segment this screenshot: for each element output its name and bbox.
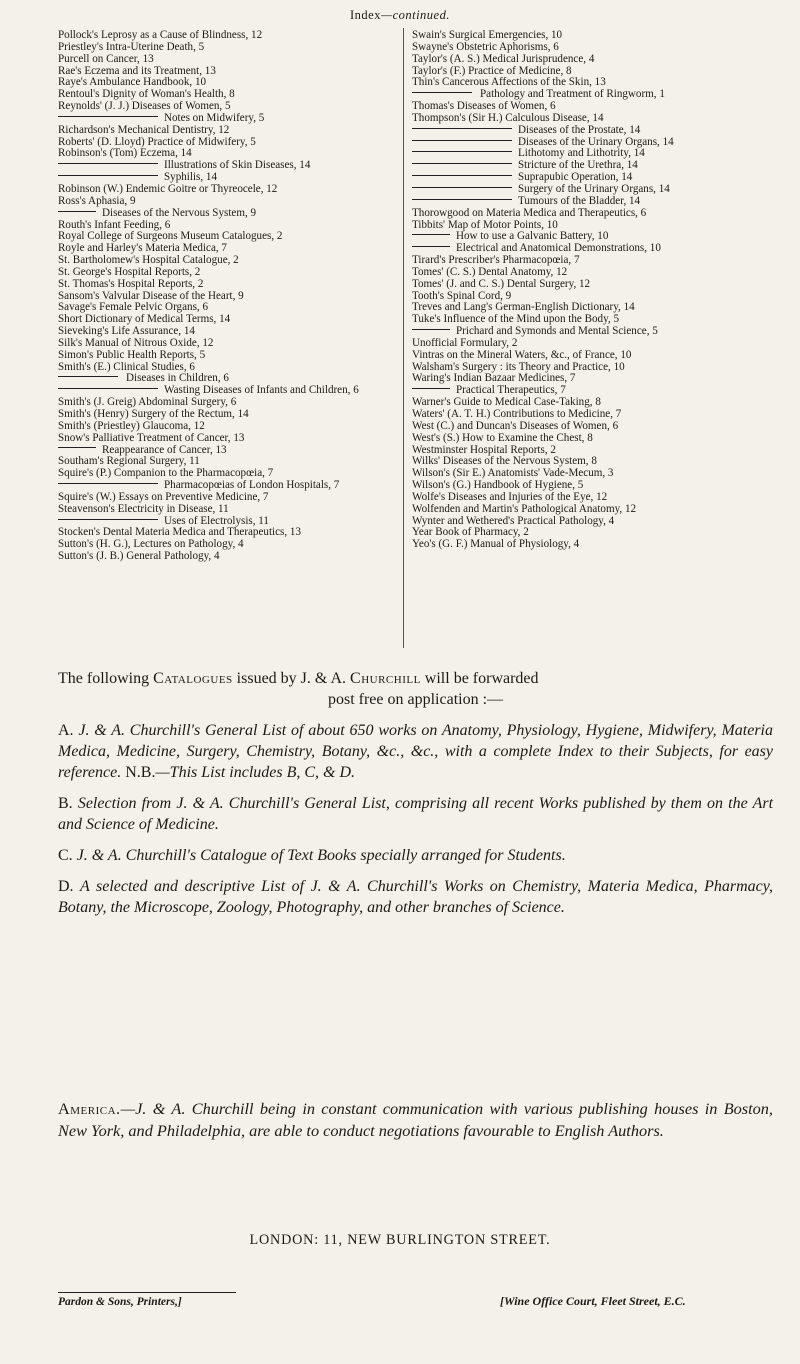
intro-line-2: post free on application :—	[327, 691, 504, 708]
index-entry-text: Tibbits' Map of Motor Points, 10	[412, 218, 558, 231]
index-entry-text: Routh's Infant Feeding, 6	[58, 218, 171, 231]
catalogue-title: J. & A. Churchill's General List of about 650 works on Anatomy, Physiology, Hygiene, Midwifery, Materia Medica, Medicine, Surgery, Chemistry, Botany, &c., &c., with a complete Index to their Subjects, for easy reference.	[58, 722, 774, 781]
catalogue-item-a	[58, 720, 773, 783]
index-entry-text: Tomes' (J. and C. S.) Dental Surgery, 12	[412, 277, 591, 290]
index-entry-text: Uses of Electrolysis, 11	[164, 514, 269, 527]
index-entry-text: Wilks' Diseases of the Nervous System, 8	[412, 455, 597, 468]
index-entry-text: Warner's Guide to Medical Case-Taking, 8	[412, 396, 601, 409]
index-entry-text: Robinson's (Tom) Eczema, 14	[58, 147, 192, 160]
index-entry-text: Squire's (W.) Essays on Preventive Medicine, 7	[58, 490, 269, 503]
index-entry-text: Savage's Female Pelvic Organs, 6	[58, 301, 208, 314]
index-entry-text: Pharmacopœias of London Hospitals, 7	[164, 479, 340, 492]
index-entry-text: Thorowgood on Materia Medica and Therapeutics, 6	[412, 206, 647, 219]
index-entry-text: Pollock's Leprosy as a Cause of Blindness, 12	[58, 29, 263, 41]
index-entry-text: Pathology and Treatment of Ringworm, 1	[480, 88, 665, 101]
catalogue-title: A selected and descriptive List of J. & A. Churchill's Works on Chemistry, Materia Medica, Pharmacy, Botany, the Microscope, Zoology, Photography, and other branches of Science.	[58, 878, 773, 916]
index-right-column	[412, 30, 772, 551]
ditto-rule	[58, 483, 158, 484]
index-left-column	[58, 30, 396, 563]
index-entry-text: Smith's (Priestley) Glaucoma, 12	[58, 419, 205, 432]
america-label: America.	[58, 1099, 121, 1118]
index-entry-text: Royal College of Surgeons Museum Catalogues, 2	[58, 230, 283, 243]
index-entry-text: Waring's Indian Bazaar Medicines, 7	[412, 372, 576, 385]
index-entry-text: Steavenson's Electricity in Disease, 11	[58, 502, 229, 515]
index-entry-text: Smith's (E.) Clinical Studies, 6	[58, 360, 195, 373]
intro-publisher: Churchill	[350, 670, 421, 687]
ditto-rule	[58, 388, 158, 389]
index-entry-text: Royle and Harley's Materia Medica, 7	[58, 242, 227, 255]
index-entry-text: Thin's Cancerous Affections of the Skin, 13	[412, 76, 606, 89]
index-entry-text: Sansom's Valvular Disease of the Heart, 9	[58, 289, 244, 302]
index-entry-text: West (C.) and Duncan's Diseases of Women, 6	[412, 419, 619, 432]
catalogue-item-d	[58, 876, 773, 918]
index-entry-text: Westminster Hospital Reports, 2	[412, 443, 556, 456]
catalogue-letter: B.	[58, 795, 73, 812]
index-entry-text: Wilson's (G.) Handbook of Hygiene, 5	[412, 479, 584, 492]
america-notice	[58, 1098, 773, 1142]
index-entry-text: Sieveking's Life Assurance, 14	[58, 325, 195, 338]
index-entry-text: Snow's Palliative Treatment of Cancer, 13	[58, 431, 245, 444]
index-entry-text: Sutton's (J. B.) General Pathology, 4	[58, 550, 220, 563]
index-entry-text: Diseases of the Urinary Organs, 14	[518, 135, 674, 148]
index-entry-text: Prichard and Symonds and Mental Science, 5	[456, 325, 658, 338]
catalogue-title: J. & A. Churchill's Catalogue of Text Books specially arranged for Students.	[76, 847, 566, 864]
printer-address: [Wine Office Court, Fleet Street, E.C.	[500, 1294, 686, 1308]
index-entry-text: Notes on Midwifery, 5	[164, 111, 265, 124]
footer-rule	[58, 1292, 236, 1293]
ditto-rule	[412, 187, 512, 188]
index-entry-text: Taylor's (A. S.) Medical Jurisprudence, 4	[412, 52, 595, 65]
index-entry-text: Simon's Public Health Reports, 5	[58, 348, 206, 361]
index-entry-text: Treves and Lang's German-English Dictionary, 14	[412, 301, 635, 314]
index-entry	[58, 551, 396, 563]
index-entry-text: Wasting Diseases of Infants and Children, 6	[164, 384, 359, 397]
catalogue-item-b	[58, 793, 773, 835]
index-entry-text: Tooth's Spinal Cord, 9	[412, 289, 512, 302]
ditto-rule	[412, 388, 450, 389]
index-entry-text: Robinson (W.) Endemic Goitre or Thyreocele, 12	[58, 182, 278, 195]
index-entry-text: Reappearance of Cancer, 13	[102, 443, 227, 456]
index-entry	[58, 160, 396, 172]
ditto-rule	[58, 163, 158, 164]
index-entry-text: Suprapubic Operation, 14	[518, 171, 633, 184]
index-entry-text: Taylor's (F.) Practice of Medicine, 8	[412, 64, 572, 77]
ditto-rule	[412, 246, 450, 247]
header-index: Index	[349, 8, 381, 22]
ditto-rule	[58, 175, 158, 176]
index-entry-text: Diseases in Children, 6	[126, 372, 229, 385]
index-entry-text: Lithotomy and Lithotrity, 14	[518, 147, 645, 160]
index-entry-text: Raye's Ambulance Handbook, 10	[58, 76, 207, 89]
catalogue-note-label: N.B.	[125, 764, 156, 781]
index-entry-text: St. Bartholomew's Hospital Catalogue, 2	[58, 254, 239, 267]
publisher-address: LONDON: 11, NEW BURLINGTON STREET.	[249, 1232, 551, 1248]
intro-text-a: The following	[58, 670, 150, 687]
index-entry-text: St. George's Hospital Reports, 2	[58, 265, 201, 278]
index-entry-text: Rae's Eczema and its Treatment, 13	[58, 64, 216, 77]
index-entry-text: Yeo's (G. F.) Manual of Physiology, 4	[412, 538, 580, 551]
index-entry-text: Surgery of the Urinary Organs, 14	[518, 182, 670, 195]
index-entry-text: St. Thomas's Hospital Reports, 2	[58, 277, 204, 290]
index-entry-text: Swain's Surgical Emergencies, 10	[412, 29, 563, 41]
index-entry-text: Wolfenden and Martin's Pathological Anatomy, 12	[412, 502, 637, 515]
index-entry-text: Roberts' (D. Lloyd) Practice of Midwifery, 5	[58, 135, 256, 148]
index-entry-text: Sutton's (H. G.), Lectures on Pathology, 4	[58, 538, 244, 551]
printer-name	[58, 1296, 182, 1308]
index-entry-text: Wynter and Wethered's Practical Pathology, 4	[412, 514, 615, 527]
index-entry-text: Rentoul's Dignity of Woman's Health, 8	[58, 88, 235, 101]
index-entry-text: How to use a Galvanic Battery, 10	[456, 230, 609, 243]
index-entry-text: Tuke's Influence of the Mind upon the Body, 5	[412, 313, 620, 326]
index-entry-text: Purcell on Cancer, 13	[58, 52, 154, 65]
index-entry-text: Richardson's Mechanical Dentistry, 12	[58, 123, 230, 136]
index-entry-text: Wolfe's Diseases and Injuries of the Eye, 12	[412, 490, 608, 503]
ditto-rule	[412, 92, 472, 93]
index-entry-text: Southam's Regional Surgery, 11	[58, 455, 200, 468]
ditto-rule	[412, 234, 450, 235]
catalogue-letter: A.	[58, 722, 74, 739]
ditto-rule	[58, 211, 96, 212]
index-entry-text: Stricture of the Urethra, 14	[518, 159, 638, 172]
index-entry-text: Diseases of the Prostate, 14	[518, 123, 641, 136]
catalogue-note: —This List includes B, C, & D.	[155, 764, 356, 781]
index-entry-text: Reynolds' (J. J.) Diseases of Women, 5	[58, 100, 231, 113]
index-entry-text: Silk's Manual of Nitrous Oxide, 12	[58, 336, 214, 349]
index-entry-text: Diseases of the Nervous System, 9	[102, 206, 257, 219]
catalogue-letter: C.	[58, 847, 73, 864]
index-entry-text: Waters' (A. T. H.) Contributions to Medicine, 7	[412, 408, 622, 420]
intro-text-b: issued by J. & A.	[236, 670, 347, 687]
ditto-rule	[412, 329, 450, 330]
index-entry	[412, 539, 772, 551]
header-continued: —continued.	[380, 8, 450, 22]
catalogues-section	[58, 668, 773, 918]
printer-name-text: Pardon & Sons, Printers,]	[58, 1296, 182, 1308]
catalogues-intro	[58, 668, 773, 710]
america-text: —J. & A. Churchill being in constant communication with various publishing houses in Boston, New York, and Philadelphia, are able to conduct negotiations favourable to English Authors.	[58, 1099, 773, 1140]
ditto-rule	[58, 116, 158, 117]
catalogue-item-c	[58, 845, 773, 866]
index-entry-text: Unofficial Formulary, 2	[412, 336, 518, 349]
index-entry-text: Thomas's Diseases of Women, 6	[412, 100, 556, 113]
index-entry-text: Illustrations of Skin Diseases, 14	[164, 159, 311, 172]
index-entry-text: Thompson's (Sir H.) Calculous Disease, 14	[412, 111, 604, 124]
index-entry-text: Tomes' (C. S.) Dental Anatomy, 12	[412, 265, 568, 278]
index-entry-text: Year Book of Pharmacy, 2	[412, 526, 529, 539]
index-entry-text: Smith's (J. Greig) Abdominal Surgery, 6	[58, 396, 237, 409]
index-entry-text: Swayne's Obstetric Aphorisms, 6	[412, 40, 559, 53]
index-entry-text: Walsham's Surgery : its Theory and Practice, 10	[412, 360, 625, 373]
ditto-rule	[412, 175, 512, 176]
intro-catalogues: Catalogues	[153, 670, 233, 687]
index-entry-text: Syphilis, 14	[164, 171, 218, 184]
index-entry-text: Tumours of the Bladder, 14	[518, 194, 641, 207]
catalogue-letter: D.	[58, 878, 74, 895]
index-entry-text: Wilson's (Sir E.) Anatomists' Vade-Mecum, 3	[412, 467, 614, 480]
intro-text-c: will be forwarded	[424, 670, 539, 687]
ditto-rule	[58, 376, 118, 377]
ditto-rule	[412, 163, 512, 164]
index-entry-text: Smith's (Henry) Surgery of the Rectum, 14	[58, 408, 249, 420]
index-entry-text: Electrical and Anatomical Demonstrations, 10	[456, 242, 661, 255]
index-entry-text: Tirard's Prescriber's Pharmacopœia, 7	[412, 254, 580, 267]
index-entry-text: Ross's Aphasia, 9	[58, 194, 136, 207]
index-entry-text: Practical Therapeutics, 7	[456, 384, 566, 397]
index-entry-text: Priestley's Intra-Uterine Death, 5	[58, 40, 205, 53]
ditto-rule	[58, 447, 96, 448]
column-divider	[403, 28, 404, 648]
index-entry-text: West's (S.) How to Examine the Chest, 8	[412, 431, 593, 444]
ditto-rule	[412, 151, 512, 152]
page-header	[0, 8, 800, 23]
ditto-rule	[412, 140, 512, 141]
ditto-rule	[412, 128, 512, 129]
index-entry-text: Vintras on the Mineral Waters, &c., of France, 10	[412, 348, 632, 361]
ditto-rule	[412, 199, 512, 200]
index-entry-text: Stocken's Dental Materia Medica and Therapeutics, 13	[58, 526, 302, 539]
catalogue-title: Selection from J. & A. Churchill's General List, comprising all recent Works published by them on the Art and Science of Medicine.	[58, 795, 774, 833]
index-entry-text: Squire's (P.) Companion to the Pharmacopœia, 7	[58, 467, 274, 480]
index-entry-text: Short Dictionary of Medical Terms, 14	[58, 313, 231, 326]
ditto-rule	[58, 519, 158, 520]
